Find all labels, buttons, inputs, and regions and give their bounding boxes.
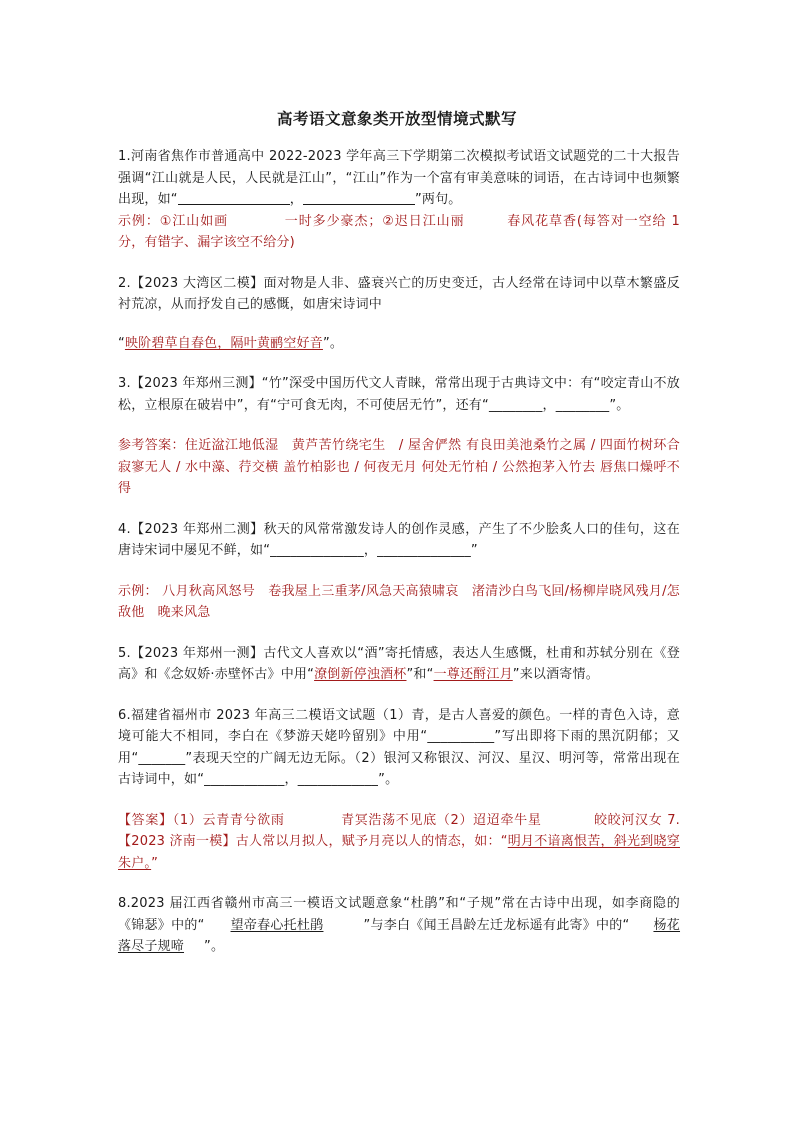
question-8 xyxy=(118,893,680,958)
q5-text-c: ”来以酒寄情。 xyxy=(512,667,599,682)
q3-answer: 参考答案：住近湓江地低湿 黄芦苦竹绕宅生 / 屋舍俨然 有良田美池桑竹之属 / 四面竹树环合 寂寥无人 / 水中藻、荇交横 盖竹柏影也 / 何夜无月 何处无竹柏 / 公然抱茅入竹去 唇焦口燥呼不得 xyxy=(118,438,680,496)
q5-text-b: ”和“ xyxy=(406,667,434,682)
q1-answer xyxy=(118,211,680,254)
q7-answer: 明月不谙离恨苦，斜光到晓穿朱户。 xyxy=(118,834,680,871)
q1-text-a: 1.河南省焦作市普通高中 2022-2023 学年高三下学期第二次模拟考试语文试题党的二十大报告强调“江山就是人民，人民就是江山”，“江山”作为一个富有审美意味的词语，在古诗词中也频繁出现，如“ xyxy=(118,149,680,207)
q2-answer-line xyxy=(118,333,680,355)
q8-text-c: ”。 xyxy=(204,939,225,954)
q2-quote-close: ”。 xyxy=(322,335,344,351)
q1-text-c: ”两句。 xyxy=(414,192,462,207)
q6-answer-a: 【答案】（1）云青青兮欲雨 xyxy=(118,812,285,828)
q5-answer-b: 一尊还酹江月 xyxy=(433,667,513,682)
q7-quote-close: ” xyxy=(151,855,159,871)
q5-text-a: 5.【2023 年郑州一测】古代文人喜欢以“酒”寄托情感，表达人生感慨，杜甫和苏轼分别在《登高》和《念奴娇·赤壁怀古》中用“ xyxy=(118,645,680,682)
q8-text-a: 8.2023 届江西省赣州市高三一模语文试题意象“杜鹃”和“子规”常在古诗中出现，如李商隐的《锦瑟》中的“ xyxy=(118,896,680,933)
q2-quote-open: “ xyxy=(118,335,125,351)
question-2: 2.【2023 大湾区二模】面对物是人非、盛衰兴亡的历史变迁，古人经常在诗词中以草木繁盛反衬荒凉，从而抒发自己的感慨，如唐宋诗词中 xyxy=(118,275,680,312)
q5-answer-a: 潦倒新停浊酒杯 xyxy=(314,667,407,682)
q6-answer-b: 青冥浩荡不见底（2）迢迢牵牛星 xyxy=(340,812,542,828)
q2-answer: 映阶碧草自春色，隔叶黄鹂空好音 xyxy=(124,335,323,351)
q1-text-b: ， xyxy=(289,192,303,207)
question-1 xyxy=(118,146,680,211)
q6-answer xyxy=(118,810,680,875)
question-3: 3.【2023 年郑州三测】“竹”深受中国历代文人青睐，常常出现于古典诗文中：有“咬定青山不放松，立根原在破岩中”，有“宁可食无肉，不可使居无竹”，还有“________，________”。 xyxy=(118,376,680,413)
q8-text-b: ”与李白《闻王昌龄左迁龙标遥有此寄》中的“ xyxy=(363,917,630,933)
q1-blank-1 xyxy=(178,189,290,205)
page-title: 高考语文意象类开放型情境式默写 xyxy=(276,110,517,128)
q1-answer-c: 春风花草香(每答对一空给 1 分，有错字、漏字该空不给分) xyxy=(118,213,680,250)
q6-answer-c: 皎皎河汉女 7.【2023 济南一模】古人常以月拟人，赋予月亮以人的情态，如：“ xyxy=(118,812,680,849)
question-6: 6.福建省福州市 2023 年高三二模语文试题（1）青，是古人喜爱的颜色。一样的青色入诗，意境可能大不相同，李白在《梦游天姥吟留别》中用“__________”写出即将下雨的黑沉阴郁；又用“_______”表现天空的广阔无边无际。（2）银河又称银汉、河汉、星汉、明河等，常常出现在古诗词中，如“____________，____________”。 xyxy=(118,707,680,787)
q8-answer-b: 杨花落尽子规啼 xyxy=(118,917,681,954)
q8-answer-a: 望帝春心托杜鹃 xyxy=(230,917,324,933)
question-5 xyxy=(118,643,680,686)
document-body xyxy=(118,146,680,958)
q1-blank-2 xyxy=(303,189,415,205)
question-4: 4.【2023 年郑州二测】秋天的风常常激发诗人的创作灵感，产生了不少脍炙人口的佳句，这在唐诗宋词中屡见不鲜，如“______________，______________” xyxy=(118,521,680,558)
q1-answer-b: 一时多少豪杰；②迟日江山丽 xyxy=(284,213,465,229)
q1-answer-a: 示例：①江山如画 xyxy=(118,213,229,229)
q4-answer: 示例： 八月秋高风怒号 卷我屋上三重茅/风急天高猿啸哀 渚清沙白鸟飞回/杨柳岸晓风残月/怎敌他 晚来风急 xyxy=(118,583,680,620)
q8-answer-a-wrap xyxy=(205,918,354,933)
